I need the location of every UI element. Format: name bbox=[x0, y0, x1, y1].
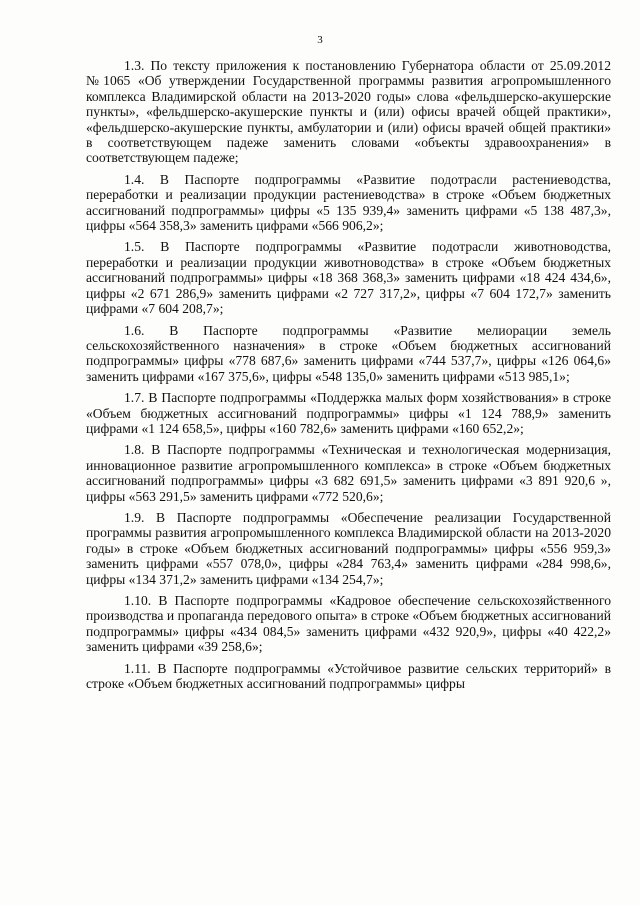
paragraph-1-8: 1.8. В Паспорте подпрограммы «Техническая и технологическая модернизация, инновационное развитие агропромышленного комплекса» в строке «Объем бюджетных ассигнований подпрограммы» цифры «3 682 691,5» заменить цифрами «3 891 920,6 », цифры «563 291,5» заменить цифрами «772 520,6»; bbox=[86, 442, 611, 504]
paragraph-1-11: 1.11. В Паспорте подпрограммы «Устойчивое развитие сельских территорий» в строке «Объем бюджетных ассигнований подпрограммы» цифры bbox=[86, 660, 611, 692]
paragraph-1-7: 1.7. В Паспорте подпрограммы «Поддержка малых форм хозяйствования» в строке «Объем бюджетных ассигнований подпрограммы» цифры «1 124 788,9» заменить цифрами «1 124 658,5», цифры «160 782,6» заменить цифрами «160 652,2»; bbox=[86, 390, 611, 436]
paragraph-1-5: 1.5. В Паспорте подпрограммы «Развитие подотрасли животноводства, переработки и реализации продукции животноводства» в строке «Объем бюджетных ассигнований подпрограммы» цифры «18 368 368,3» заменить цифрами «18 424 434,6», цифры «2 671 286,9» заменить цифрами «2 727 317,2», цифры «7 604 172,7» заменить цифрами «7 604 208,7»; bbox=[86, 239, 611, 317]
page-number: 3 bbox=[317, 34, 323, 46]
paragraph-1-9: 1.9. В Паспорте подпрограммы «Обеспечение реализации Государственной программы развития агропромышленного комплекса Владимирской области на 2013-2020 годы» в строке «Объем бюджетных ассигнований подпрограммы» цифры «556 959,3» заменить цифрами «557 078,0», цифры «284 763,4» заменить цифрами «284 998,6», цифры «134 371,2» заменить цифрами «134 254,7»; bbox=[86, 509, 611, 587]
paragraph-1-4: 1.4. В Паспорте подпрограммы «Развитие подотрасли растениеводства, переработки и реализации продукции растениеводства» в строке «Объем бюджетных ассигнований подпрограммы» цифры «5 135 939,4» заменить цифрами «5 138 487,3», цифры «564 358,3» заменить цифрами «566 906,2»; bbox=[86, 171, 611, 234]
paragraph-1-6: 1.6. В Паспорте подпрограммы «Развитие мелиорации земель сельскохозяйственного назначения» в строке «Объем бюджетных ассигнований подпрограммы» цифры «778 687,6» заменить цифрами «744 537,7», цифры «126 064,6» заменить цифрами «167 375,6», цифры «548 135,0» заменить цифрами «513 985,1»; bbox=[86, 322, 611, 384]
document-body bbox=[86, 58, 611, 697]
paragraph-1-10: 1.10. В Паспорте подпрограммы «Кадровое обеспечение сельскохозяйственного производства и пропаганда передового опыта» в строке «Объем бюджетных ассигнований подпрограммы» цифры «434 084,5» заменить цифрами «432 920,9», цифры «40 422,2» заменить цифрами «39 258,6»; bbox=[86, 593, 611, 655]
paragraph-1-3: 1.3. По тексту приложения к постановлению Губернатора области от 25.09.2012 №1065 «Об утверждении Государственной программы развития агропромышленного комплекса Владимирской области на 2013-2020 годы» слова «фельдшерско-акушерские пункты», «фельдшерско-акушерские пункты и (или) офисы врачей общей практики», «фельдшерско-акушерские пункты, амбулатории и (или) офисы врачей общей практики» в соответствующем падеже заменить словами «объекты здравоохранения» в соответствующем падеже; bbox=[86, 58, 611, 166]
